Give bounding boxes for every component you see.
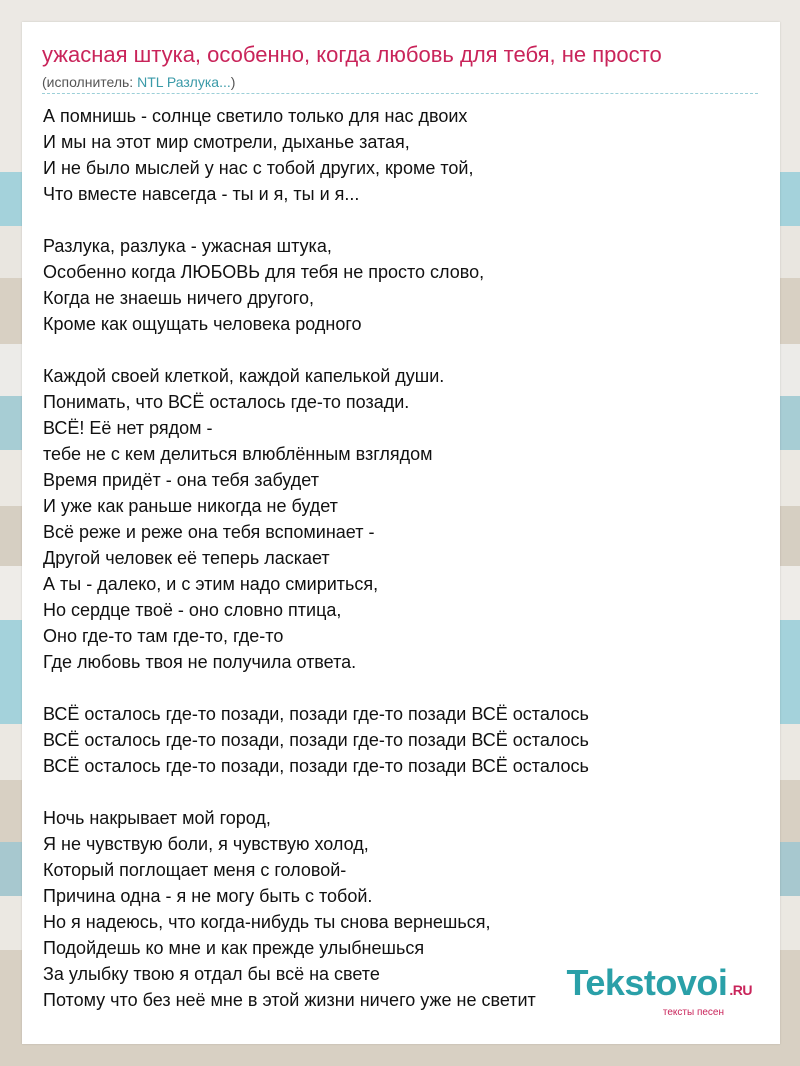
lyric-line: тебе не с кем делиться влюблённым взглядом	[43, 444, 433, 464]
lyric-line: ВСЁ осталось где-то позади, позади где-то позади ВСЁ осталось	[43, 756, 589, 776]
logo-wordmark	[566, 962, 753, 1008]
stanza-gap	[43, 207, 759, 233]
lyric-line: Но сердце твоё - оно словно птица,	[43, 600, 342, 620]
lyric-line: Причина одна - я не могу быть с тобой.	[43, 886, 373, 906]
lyric-line: Оно где-то там где-то, где-то	[43, 626, 284, 646]
lyric-line: Всё реже и реже она тебя вспоминает -	[43, 522, 375, 542]
lyric-line: Подойдешь ко мне и как прежде улыбнешься	[43, 938, 425, 958]
lyric-line: За улыбку твою я отдал бы всё на свете	[43, 964, 380, 984]
performer-link[interactable]: NTL Разлука...	[137, 74, 231, 90]
lyric-line: Время придёт - она тебя забудет	[43, 470, 319, 490]
site-logo[interactable]	[566, 962, 753, 1018]
logo-tagline: тексты песен	[662, 1007, 724, 1018]
performer-suffix: )	[230, 74, 236, 90]
logo-name: Tekstovoi	[566, 962, 728, 1003]
stanza-4	[43, 701, 759, 779]
logo-tld: .RU	[729, 982, 752, 998]
lyric-line: Кроме как ощущать человека родного	[43, 314, 362, 334]
lyric-line: Понимать, что ВСЁ осталось где-то позади.	[43, 392, 410, 412]
performer-prefix: (исполнитель:	[42, 74, 138, 90]
lyric-line: Который поглощает меня с головой-	[43, 860, 347, 880]
stanza-gap	[43, 675, 759, 701]
lyric-line: А помнишь - солнце светило только для нас двоих	[43, 106, 468, 126]
stanza-1	[43, 103, 759, 207]
performer-line	[42, 74, 235, 90]
lyric-line: Но я надеюсь, что когда-нибудь ты снова вернешься,	[43, 912, 491, 932]
lyric-line: Что вместе навсегда - ты и я, ты и я...	[43, 184, 360, 204]
lyric-line: Я не чувствую боли, я чувствую холод,	[43, 834, 369, 854]
lyric-line: ВСЁ осталось где-то позади, позади где-то позади ВСЁ осталось	[43, 704, 589, 724]
lyric-line: А ты - далеко, и с этим надо смириться,	[43, 574, 379, 594]
lyric-line: Особенно когда ЛЮБОВЬ для тебя не просто слово,	[43, 262, 485, 282]
stanza-2	[43, 233, 759, 337]
stanza-3	[43, 363, 759, 675]
lyric-line: Потому что без неё мне в этой жизни ничего уже не светит	[43, 990, 536, 1010]
lyric-line: Разлука, разлука - ужасная штука,	[43, 236, 332, 256]
lyric-line: ВСЁ осталось где-то позади, позади где-то позади ВСЁ осталось	[43, 730, 589, 750]
lyric-line: ВСЁ! Её нет рядом -	[43, 418, 213, 438]
lyrics-text	[43, 103, 759, 1013]
song-title: ужасная штука, особенно, когда любовь для тебя, не просто	[42, 42, 662, 67]
lyric-line: И уже как раньше никогда не будет	[43, 496, 338, 516]
lyric-line: Другой человек её теперь ласкает	[43, 548, 330, 568]
lyric-line: Когда не знаешь ничего другого,	[43, 288, 314, 308]
lyric-line: Ночь накрывает мой город,	[43, 808, 271, 828]
stanza-gap	[43, 337, 759, 363]
lyric-line: Где любовь твоя не получила ответа.	[43, 652, 357, 672]
lyric-line: И не было мыслей у нас с тобой других, кроме той,	[43, 158, 474, 178]
lyric-line: Каждой своей клеткой, каждой капелькой души.	[43, 366, 445, 386]
stanza-gap	[43, 779, 759, 805]
lyric-line: И мы на этот мир смотрели, дыханье затая,	[43, 132, 410, 152]
title-divider	[42, 93, 758, 94]
lyrics-card	[22, 22, 780, 1044]
